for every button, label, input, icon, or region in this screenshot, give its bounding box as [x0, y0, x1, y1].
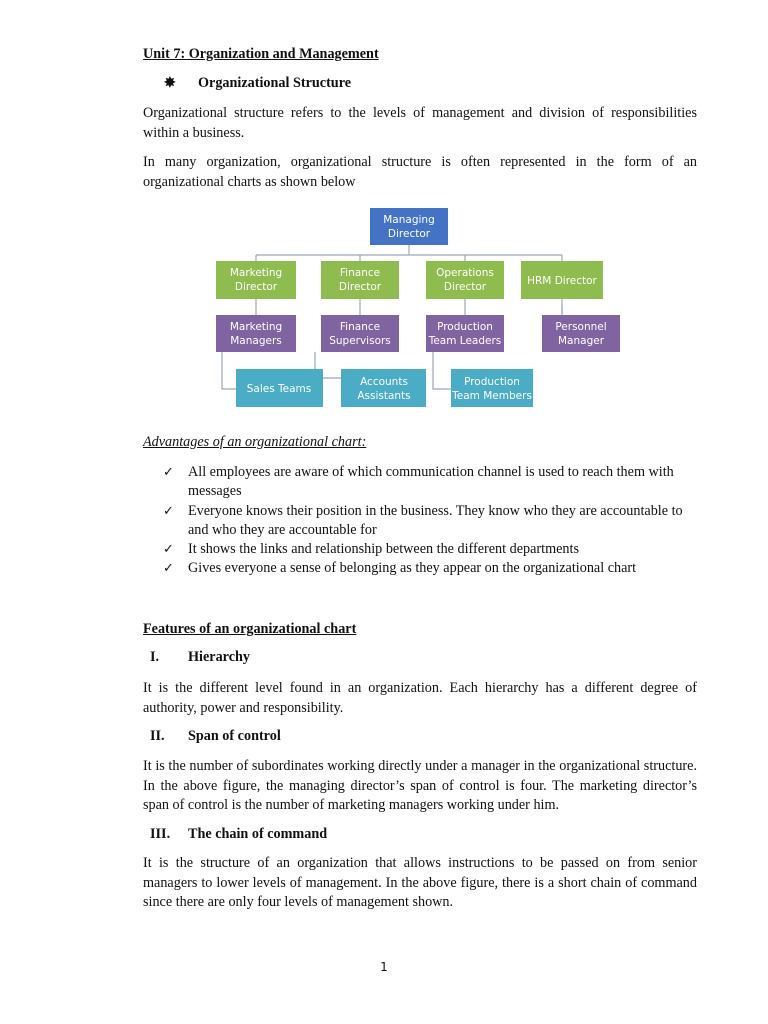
feature-heading-text: The chain of command [188, 826, 328, 842]
list-item [163, 540, 697, 559]
page-number: 1 [380, 960, 388, 974]
org-chart [214, 207, 634, 412]
feature-heading-chain-of-command [150, 825, 327, 845]
node-finance-director [321, 261, 399, 299]
node-hrm-director-line1: HRM Director [527, 275, 597, 287]
chart-intro-paragraph: In many organization, organizational structure is often represented in the form of an organizational charts as shown below [143, 154, 697, 190]
feature-paragraph-hierarchy: It is the different level found in an organization. Each hierarchy has a different degree of authority, power and responsibility. [143, 680, 697, 716]
node-finance-director-line1: Finance [339, 267, 381, 279]
roman-numeral: II. [150, 728, 165, 744]
advantages-list [163, 463, 697, 579]
section-heading-text: Organizational Structure [198, 75, 352, 91]
node-finance-supervisors-line1: Finance [339, 321, 381, 333]
feature-paragraph-chain-of-command: It is the structure of an organization that allows instructions to be passed on from senior managers to lower levels of management. In the above figure, there is a short chain of command since there are only four levels of management shown. [143, 855, 697, 910]
star-bullet-icon: ✸ [164, 76, 176, 91]
feature-heading-span-of-control [150, 727, 281, 747]
list-item [163, 559, 697, 578]
node-finance-supervisors [321, 315, 399, 352]
page-title: Unit 7: Organization and Management [143, 46, 379, 62]
node-production-team-leaders-line2: Team Leaders [428, 335, 502, 347]
list-item-text: All employees are aware of which communication channel is used to reach them with messages [188, 464, 674, 500]
node-hrm-director [521, 261, 603, 299]
intro-paragraph: Organizational structure refers to the levels of management and division of responsibilities within a business. [143, 105, 697, 141]
node-marketing-director-line2: Director [234, 281, 278, 293]
node-production-team-members-line1: Production [464, 376, 520, 388]
roman-numeral: I. [150, 649, 160, 665]
advantages-heading: Advantages of an organizational chart: [143, 434, 367, 450]
node-managing-director-line1: Managing [383, 214, 435, 226]
node-personnel-manager-line1: Personnel [555, 321, 607, 333]
node-production-team-leaders-line1: Production [437, 321, 493, 333]
node-marketing-managers-line1: Marketing [229, 321, 283, 333]
checkmark-icon: ✓ [163, 503, 174, 519]
node-sales-teams-line1: Sales Teams [246, 383, 312, 395]
node-production-team-leaders [426, 315, 504, 352]
node-managing-director-line2: Director [387, 228, 431, 240]
node-marketing-managers-line2: Managers [230, 335, 282, 347]
node-managing-director [370, 208, 448, 245]
list-item [163, 502, 697, 541]
checkmark-icon: ✓ [163, 561, 174, 577]
features-heading: Features of an organizational chart [143, 621, 357, 637]
node-accounts-assistants-line2: Assistants [357, 390, 411, 402]
node-marketing-director [216, 261, 296, 299]
node-production-team-members [451, 369, 533, 407]
node-accounts-assistants-line1: Accounts [360, 376, 408, 388]
node-operations-director-line2: Director [443, 281, 487, 293]
node-accounts-assistants [341, 369, 426, 407]
node-operations-director [426, 261, 504, 299]
node-sales-teams [236, 369, 323, 407]
feature-heading-text: Span of control [188, 728, 281, 744]
node-production-team-members-line2: Team Members [452, 390, 532, 402]
node-finance-director-line2: Director [338, 281, 382, 293]
list-item-text: It shows the links and relationship between the different departments [188, 541, 579, 558]
list-item-text: Gives everyone a sense of belonging as they appear on the organizational chart [188, 560, 637, 577]
checkmark-icon: ✓ [163, 465, 174, 480]
node-personnel-manager [542, 315, 620, 352]
node-marketing-managers [216, 315, 296, 352]
list-item [163, 463, 697, 502]
roman-numeral: III. [150, 826, 171, 842]
feature-heading-text: Hierarchy [188, 649, 250, 665]
node-finance-supervisors-line2: Supervisors [329, 335, 391, 347]
list-item-text: Everyone knows their position in the business. They know who they are accountable to and who they are accountable for [188, 502, 683, 538]
section-heading [164, 75, 351, 92]
node-personnel-manager-line2: Manager [557, 335, 605, 347]
feature-heading-hierarchy [150, 648, 250, 668]
checkmark-icon: ✓ [163, 542, 174, 558]
node-marketing-director-line1: Marketing [229, 267, 283, 279]
feature-paragraph-span-of-control: It is the number of subordinates working directly under a manager in the organizational structure. In the above figure, the managing director’s span of control is four. The marketing director’s span of control is the number of marketing managers working under him. [143, 758, 697, 813]
node-operations-director-line1: Operations [436, 267, 494, 279]
